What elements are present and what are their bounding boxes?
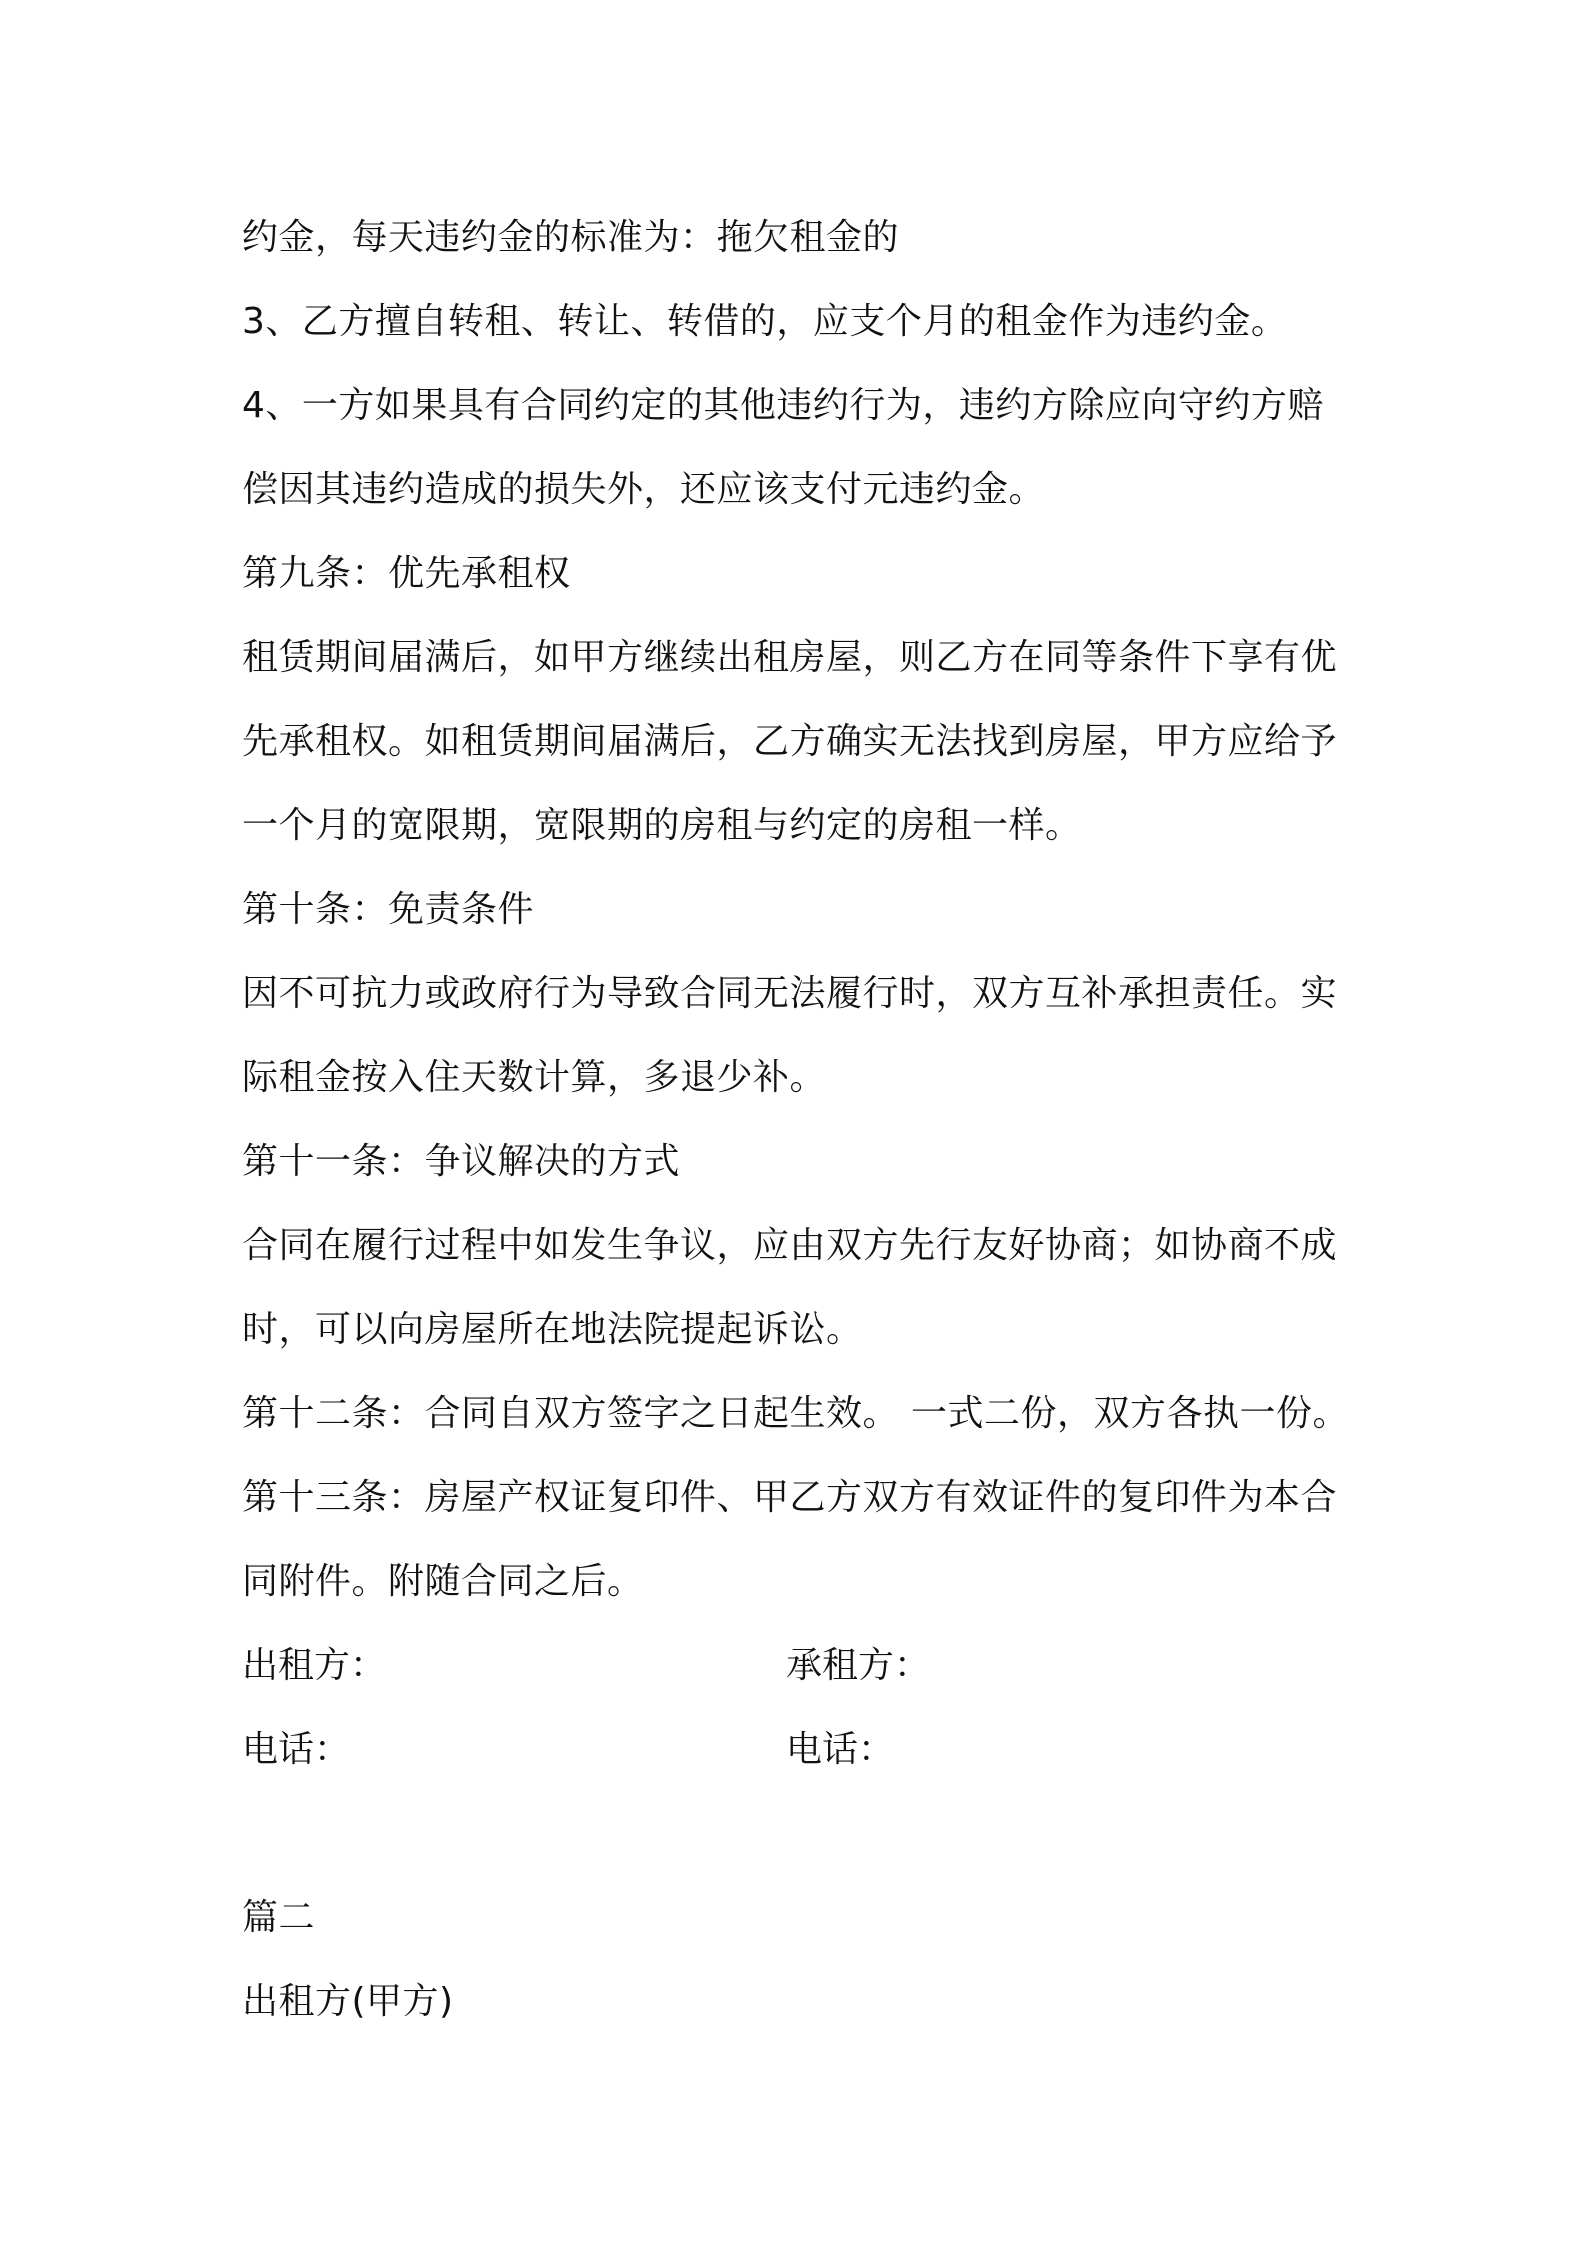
paragraph-line: 一个月的宽限期，宽限期的房租与约定的房租一样。 [242,805,1082,846]
paragraph-line: 约金，每天违约金的标准为：拖欠租金的 [242,217,900,258]
paragraph-line: 同附件。附随合同之后。 [242,1561,644,1602]
paragraph-line: 合同在履行过程中如发生争议，应由双方先行友好协商；如协商不成 [242,1225,1338,1266]
signature-row-phones [242,1708,1392,1792]
party-heading: 出租方(甲方) [242,1981,454,2022]
article-heading: 第十条：免责条件 [242,889,535,930]
paragraph-line: 时，可以向房屋所在地法院提起诉讼。 [242,1309,863,1350]
article-heading: 第十一条：争议解决的方式 [242,1141,681,1182]
paragraph-line: 先承租权。如租赁期间届满后，乙方确实无法找到房屋，甲方应给予 [242,721,1338,762]
paragraph-line: 第十二条：合同自双方签字之日起生效。 一式二份，双方各执一份。 [242,1393,1349,1434]
paragraph-line: 3、乙方擅自转租、转让、转借的，应支个月的租金作为违约金。 [242,301,1288,342]
paragraph-line: 租赁期间届满后，如甲方继续出租房屋，则乙方在同等条件下享有优 [242,637,1338,678]
lessor-phone-label: 电话： [242,1729,351,1770]
paragraph-line: 因不可抗力或政府行为导致合同无法履行时，双方互补承担责任。实 [242,973,1338,1014]
paragraph-line: 偿因其违约造成的损失外，还应该支付元违约金。 [242,469,1046,510]
paragraph-line: 第十三条：房屋产权证复印件、甲乙方双方有效证件的复印件为本合 [242,1477,1338,1518]
lessor-label: 出租方： [242,1645,387,1686]
lessee-phone-label: 电话： [786,1729,895,1770]
document-body [242,196,1392,2044]
section-heading: 篇二 [242,1897,316,1938]
article-heading: 第九条：优先承租权 [242,553,571,594]
signature-row-parties [242,1624,1392,1708]
paragraph-line: 际租金按入住天数计算，多退少补。 [242,1057,827,1098]
lessee-label: 承租方： [786,1645,931,1686]
paragraph-line: 4、一方如果具有合同约定的其他违约行为，违约方除应向守约方赔 [242,385,1324,426]
blank-spacer [242,1792,1392,1876]
